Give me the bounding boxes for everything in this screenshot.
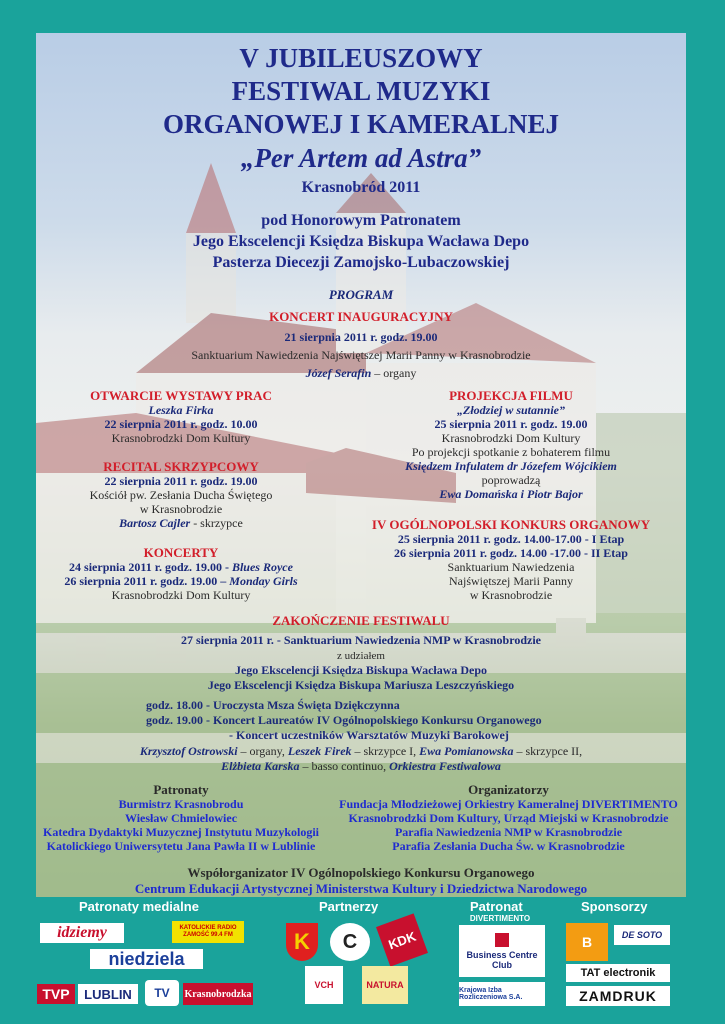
organizers-heading: Organizatorzy: [468, 782, 549, 797]
title-line-2: FESTIWAL MUZYKI: [231, 76, 491, 106]
concerts-line-1: 24 sierpnia 2011 r. godz. 19.00 - Blues Royce: [69, 560, 293, 574]
competition-stage-1: 25 sierpnia 2011 r. godz. 14.00-17.00 - I Etap: [397, 532, 625, 546]
film-meeting: Po projekcji spotkanie z bohaterem filmu: [411, 445, 611, 459]
film-hosts: Ewa Domańska i Piotr Bajor: [439, 487, 583, 501]
exhibition-section: [36, 388, 326, 445]
inaugural-concert-date: 21 sierpnia 2011 r. godz. 19.00: [284, 330, 438, 344]
tvp-logo: TVP: [37, 984, 75, 1004]
patronat-heading: Patronat: [470, 899, 523, 914]
partner-logo-vch: VCH: [305, 966, 343, 1004]
concerts-line-2: 26 sierpnia 2011 r. godz. 19.00 – Monday Girls: [64, 574, 298, 588]
exhibition-author: Leszka Firka: [148, 403, 214, 417]
title-line-3: ORGANOWEJ I KAMERALNEJ: [162, 109, 560, 139]
business-centre-club-logo: [459, 925, 545, 977]
exhibition-title: OTWARCIE WYSTAWY PRAC: [90, 388, 272, 403]
closing-with: z udziałem: [337, 650, 385, 662]
organizer-item: Parafia Zesłania Ducha Św. w Krasnobrodzie: [392, 839, 625, 853]
cea-logo: C: [330, 923, 370, 961]
patronage-line-3: Pasterza Diecezji Zamojsko-Lubaczowskiej: [212, 254, 510, 271]
competition-section: [336, 517, 686, 602]
closing-event-2: godz. 19.00 - Koncert Laureatów IV Ogólnopolskiego Konkursu Organowego: [146, 713, 542, 727]
closing-performers-2: Elżbieta Karska – basso continuo, Orkiestra Festiwalowa: [221, 759, 501, 773]
sponsor-logo-bank: B: [566, 923, 608, 961]
film-guest: Księdzem Infulatem dr Józefem Wójcikiem: [405, 459, 617, 473]
competition-title: IV OGÓLNOPOLSKI KONKURS ORGANOWY: [371, 517, 651, 532]
patron-item: Burmistrz Krasnobrodu: [118, 797, 244, 811]
concerts-title: KONCERTY: [143, 545, 219, 560]
zamdruk-logo: ZAMDRUK: [566, 986, 670, 1006]
festival-place: Krasnobród 2011: [301, 179, 421, 196]
closing-event-3: - Koncert uczestników Warsztatów Muzyki Barokowej: [229, 728, 509, 742]
organizer-item: Parafia Nawiedzenia NMP w Krasnobrodzie: [394, 825, 623, 839]
coorganizer-heading: Współorganizator IV Ogólnopolskiego Konkursu Organowego: [187, 865, 535, 880]
film-section: [336, 388, 686, 501]
film-date: 25 sierpnia 2011 r. godz. 19.00: [434, 417, 588, 431]
patron-item: Katedra Dydaktyki Muzycznej Instytutu Muzykologii: [43, 825, 319, 839]
inaugural-concert-title: KONCERT INAUGURACYJNY: [269, 309, 453, 324]
closing-performers-1: Krzysztof Ostrowski – organy, Leszek Firek – skrzypce I, Ewa Pomianowska – skrzypce II,: [139, 744, 583, 758]
patrons-heading: Patronaty: [153, 782, 209, 797]
patrons-section: [36, 782, 326, 853]
tv-zamosc-logo: TV: [145, 980, 179, 1006]
gazeta-krasnobrodzka-logo: Krasnobrodzka: [183, 983, 253, 1005]
recital-title: RECITAL SKRZYPCOWY: [103, 459, 259, 474]
kdk-logo: KDK: [376, 913, 428, 966]
concerts-place: Krasnobrodzki Dom Kultury: [111, 588, 251, 602]
de-soto-logo: DE SOTO: [614, 925, 670, 945]
krajowa-izba-logo: Krajowa Izba Rozliczeniowa S.A.: [459, 982, 545, 1006]
organizer-item: Krasnobrodzki Dom Kultury, Urząd Miejski w Krasnobrodzie: [348, 811, 669, 825]
organizers-section: [331, 782, 686, 853]
program-label: PROGRAM: [328, 287, 394, 302]
sponsors-footer: [0, 897, 725, 1024]
closing-guest-2: Jego Ekscelencji Księdza Biskupa Mariusza Leszczyńskiego: [207, 678, 515, 692]
poster-background: [36, 33, 686, 897]
radio-zamosc-logo: KATOLICKIE RADIO ZAMOŚĆ 99.4 FM: [172, 921, 244, 943]
recital-artist: Bartosz Cajler - skrzypce: [119, 516, 243, 530]
media-patrons-heading: Patronaty medialne: [79, 899, 199, 914]
competition-stage-2: 26 sierpnia 2011 r. godz. 14.00 -17.00 - II Etap: [394, 546, 628, 560]
film-place: Krasnobrodzki Dom Kultury: [441, 431, 581, 445]
patronage-line-1: pod Honorowym Patronatem: [261, 212, 461, 229]
tat-electronik-logo: TAT electronik: [566, 964, 670, 982]
patron-item: Katolickiego Uniwersytetu Jana Pawła II w Lublinie: [46, 839, 316, 853]
film-name: „Złodziej w sutannie”: [456, 403, 566, 417]
recital-section: [36, 459, 326, 530]
competition-place-3: w Krasnobrodzie: [469, 588, 553, 602]
closing-guest-1: Jego Ekscelencji Księdza Biskupa Wacława Depo: [234, 663, 488, 677]
recital-place-2: w Krasnobrodzie: [139, 502, 223, 516]
patronat-subheading: DIVERTIMENTO: [469, 914, 531, 923]
idziemy-logo: idziemy: [40, 923, 124, 943]
sponsors-heading: Sponsorzy: [581, 899, 648, 914]
lublin-logo: LUBLIN: [78, 984, 138, 1004]
niedziela-logo: niedziela: [90, 949, 203, 969]
closing-date: 27 sierpnia 2011 r. - Sanktuarium Nawiedzenia NMP w Krasnobrodzie: [180, 633, 542, 647]
krasnobrod-crest-logo: K: [286, 923, 318, 961]
coorganizer-name: Centrum Edukacji Artystycznej Ministerstwa Kultury i Dziedzictwa Narodowego: [134, 881, 588, 896]
inaugural-concert-artist: Józef Serafin – organy: [305, 366, 417, 380]
closing-event-1: godz. 18.00 - Uroczysta Msza Święta Dziękczynna: [146, 698, 400, 712]
partners-heading: Partnerzy: [319, 899, 379, 914]
closing-title: ZAKOŃCZENIE FESTIWALU: [272, 613, 450, 628]
exhibition-place: Krasnobrodzki Dom Kultury: [111, 431, 251, 445]
concerts-section: [36, 545, 326, 602]
patron-item: Wiesław Chmielowiec: [124, 811, 238, 825]
bcc-label: Business Centre Club: [466, 949, 538, 970]
title-line-1: V JUBILEUSZOWY: [239, 43, 483, 73]
film-host-label: poprowadzą: [481, 473, 541, 487]
partner-logo-natura: NATURA: [362, 966, 408, 1004]
festival-motto: „Per Artem ad Astra”: [240, 143, 482, 173]
bcc-square-icon: [495, 933, 509, 947]
inaugural-concert-place: Sanktuarium Nawiedzenia Najświętszej Marii Panny w Krasnobrodzie: [191, 348, 531, 362]
recital-place-1: Kościół pw. Zesłania Ducha Świętego: [89, 488, 273, 502]
exhibition-date: 22 sierpnia 2011 r. godz. 10.00: [104, 417, 258, 431]
recital-date: 22 sierpnia 2011 r. godz. 19.00: [104, 474, 258, 488]
competition-place-1: Sanktuarium Nawiedzenia: [447, 560, 575, 574]
competition-place-2: Najświętszej Marii Panny: [449, 574, 573, 588]
organizer-item: Fundacja Młodzieżowej Orkiestry Kameralnej DIVERTIMENTO: [339, 797, 678, 811]
patronage-line-2: Jego Ekscelencji Księdza Biskupa Wacława Depo: [192, 233, 530, 250]
film-title: PROJEKCJA FILMU: [449, 388, 573, 403]
